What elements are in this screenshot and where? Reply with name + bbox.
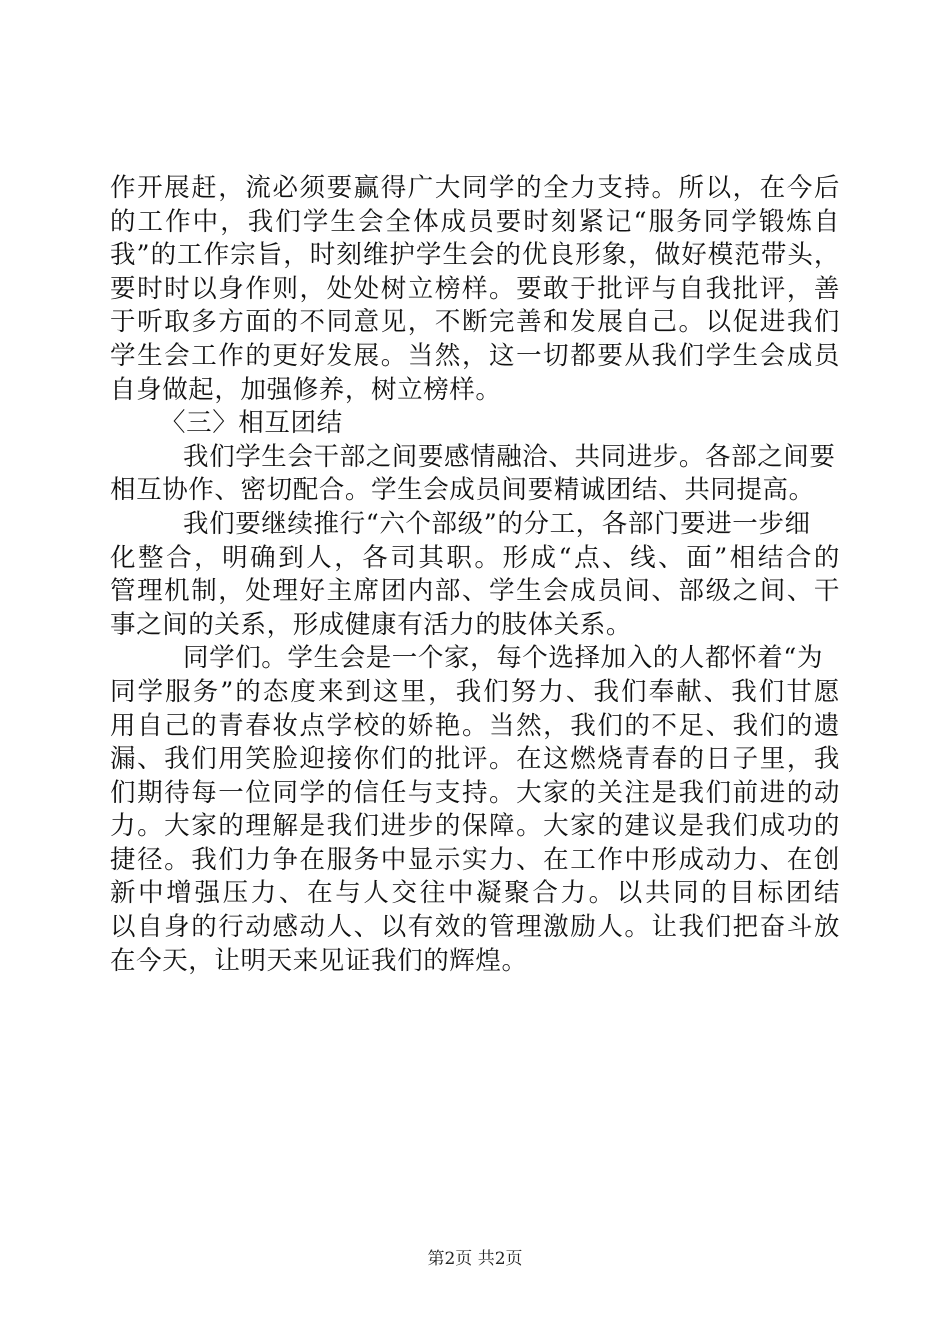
text-line: 于听取多方面的不同意见，不断完善和发展自己。以促进我们 bbox=[110, 307, 840, 338]
text-line: 学生会工作的更好发展。当然，这一切都要从我们学生会成员 bbox=[110, 340, 840, 371]
text-line: 新中增强压力、在与人交往中凝聚合力。以共同的目标团结 bbox=[110, 878, 840, 909]
document-body bbox=[110, 172, 840, 978]
text-line: 同学们。学生会是一个家，每个选择加入的人都怀着“为 bbox=[183, 643, 824, 674]
text-line: 捷径。我们力争在服务中显示实力、在工作中形成动力、在创 bbox=[110, 844, 840, 875]
text-line: 们期待每一位同学的信任与支持。大家的关注是我们前进的动 bbox=[110, 777, 840, 808]
text-line: 我”的工作宗旨，时刻维护学生会的优良形象，做好模范带头， bbox=[110, 240, 840, 271]
text-line: 相互协作、密切配合。学生会成员间要精诚团结、共同提高。 bbox=[110, 475, 815, 506]
text-line: 力。大家的理解是我们进步的保障。大家的建议是我们成功的 bbox=[110, 811, 840, 842]
text-line: 事之间的关系，形成健康有活力的肢体关系。 bbox=[110, 609, 633, 640]
text-line: 用自己的青春妆点学校的娇艳。当然，我们的不足、我们的遗 bbox=[110, 710, 840, 741]
text-line: 化整合，明确到人，各司其职。形成“点、线、面”相结合的 bbox=[110, 542, 840, 573]
text-line: 我们学生会干部之间要感情融洽、共同进步。各部之间要 bbox=[183, 441, 836, 472]
text-line: 漏、我们用笑脸迎接你们的批评。在这燃烧青春的日子里，我 bbox=[110, 744, 840, 775]
text-line: 在今天，让明天来见证我们的辉煌。 bbox=[110, 945, 528, 976]
text-line: 以自身的行动感动人、以有效的管理激励人。让我们把奋斗放 bbox=[110, 912, 840, 943]
text-line: 作开展赶，流必须要赢得广大同学的全力支持。所以，在今后 bbox=[110, 173, 840, 203]
text-line: 管理机制，处理好主席团内部、学生会成员间、部级之间、干 bbox=[110, 576, 840, 607]
text-line: 的工作中，我们学生会全体成员要时刻紧记“服务同学锻炼自 bbox=[110, 206, 840, 237]
text-line: 自身做起，加强修养，树立榜样。 bbox=[110, 374, 502, 405]
text-line: 我们要继续推行“六个部级”的分工，各部门要进一步细 bbox=[183, 508, 811, 539]
section-heading: 〈三〉相互团结 bbox=[160, 408, 343, 439]
text-line: 同学服务”的态度来到这里，我们努力、我们奉献、我们甘愿 bbox=[110, 676, 840, 707]
text-line: 要时时以身作则，处处树立榜样。要敢于批评与自我批评，善 bbox=[110, 273, 840, 304]
page-number-footer: 第2页 共2页 bbox=[427, 1249, 523, 1269]
